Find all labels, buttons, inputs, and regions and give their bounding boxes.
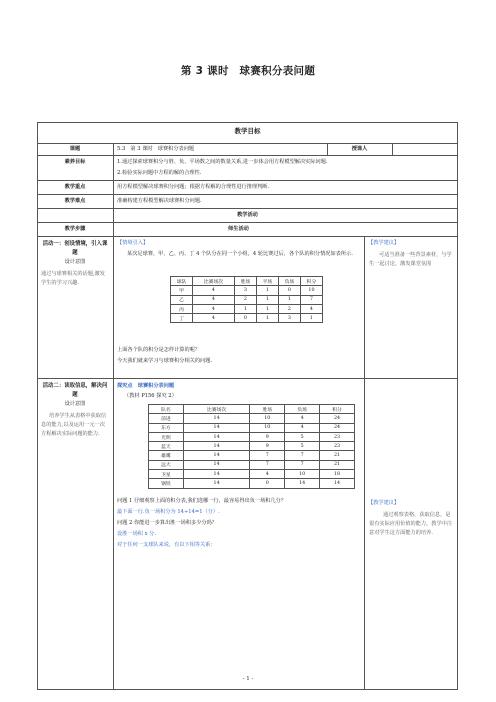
score-table-2-cell: 7 — [285, 451, 320, 460]
divider — [37, 236, 458, 237]
literacy-line-1: 1.通过探索球赛积分与胜、负、平场数之间的数量关系,进一步体会用方程模型解决实际问题. — [117, 159, 328, 165]
score-table-2 — [148, 404, 355, 489]
divider — [113, 222, 114, 690]
score-table-2-cell: 23 — [320, 432, 355, 441]
score-table-2-header-cell: 队名 — [149, 405, 184, 414]
score-table-2-row — [149, 451, 355, 460]
score-table-2-header-cell: 比赛场次 — [183, 405, 249, 414]
score-table-2-row — [149, 479, 355, 488]
score-table-2-cell: 东方 — [149, 423, 184, 432]
score-table-1-cell: 3 — [234, 286, 256, 295]
score-table-2-cell: 4 — [285, 423, 320, 432]
activity1-design-text: 通过与球赛相关的话题,激发学生的学习兴趣. — [41, 271, 105, 286]
question-1: 问题 1 仔细观察上面的积分表,我们选哪一行，最容易得出负一场积几分？ — [117, 498, 287, 504]
divider — [113, 143, 114, 222]
score-table-2-cell: 24 — [320, 414, 355, 423]
score-table-2-cell: 9 — [250, 432, 285, 441]
activity1-question: 上面各个队的积分是怎样计算的呢？ — [117, 347, 201, 353]
activity2-title: 活动二：读取信息，解决问题 — [42, 383, 108, 398]
score-table-1-cell: 4 — [300, 304, 322, 313]
score-table-2-row — [149, 470, 355, 479]
score-table-2-cell: 14 — [183, 451, 249, 460]
score-table-2-cell: 24 — [320, 423, 355, 432]
score-table-1-cell: 4 — [193, 286, 235, 295]
answer-3: 对于任何一支球队来说，有以下相等关系： — [117, 542, 216, 548]
score-table-2-cell: 5 — [285, 442, 320, 451]
score-table-2-cell: 0 — [250, 479, 285, 488]
score-table-1-header-cell: 胜场 — [234, 277, 256, 286]
suggest-text-2: 通过观察表格，获取信息，是很有实际应用价值的能力，教学中注意对学生这方面能力的培养. — [369, 512, 453, 536]
activity1-design-label: 设计意图 — [64, 259, 86, 265]
score-table-2-cell: 14 — [183, 460, 249, 469]
activity2-design-text: 培养学生从表格中获取信息的能力,以及运用一元一次方程解决实际问题的能力. — [41, 413, 107, 437]
score-table-2-header-cell: 负场 — [285, 405, 320, 414]
score-table-1-cell: 1 — [234, 304, 256, 313]
score-table-1-cell: 4 — [193, 314, 235, 323]
score-table-2-header-row — [149, 405, 355, 414]
score-table-2-cell: 钢铁 — [149, 479, 184, 488]
explore-source: （教材 P156 探究 2） — [124, 393, 177, 399]
topic-value: 5.3 第 3 课时 球赛积分表问题 — [117, 146, 195, 152]
teacher-label: 授课人 — [351, 146, 368, 152]
score-table-2-cell: 9 — [250, 442, 285, 451]
divider — [37, 208, 458, 209]
score-table-1-cell: 1 — [256, 286, 278, 295]
divider — [37, 378, 458, 379]
score-table-2-row — [149, 432, 355, 441]
score-table-1-cell: 甲 — [171, 286, 193, 295]
score-table-1-cell: 丁 — [171, 314, 193, 323]
key-value: 用方程模型解决球赛积分问题；根据方程解的合理性进行推理判断. — [117, 184, 270, 190]
score-table-2-cell: 21 — [320, 451, 355, 460]
score-table-1-cell: 2 — [234, 295, 256, 304]
score-table-2-cell: 10 — [285, 470, 320, 479]
score-table-1-header-cell: 平场 — [256, 277, 278, 286]
literacy-label: 素养目标 — [64, 159, 86, 165]
page-number: - 1 - — [242, 676, 254, 682]
score-table-1-row — [171, 304, 323, 313]
divider — [392, 143, 393, 155]
divider — [37, 143, 458, 144]
score-table-1-cell: 0 — [234, 314, 256, 323]
difficulty-value: 准确构建方程模型解决球赛积分问题. — [117, 198, 202, 204]
score-table-2-cell: 前进 — [149, 414, 184, 423]
activity1-statement: 今天我们就来学习与球赛积分相关的问题. — [117, 358, 213, 364]
score-table-1-cell: 7 — [300, 295, 322, 304]
score-table-2-cell: 10 — [250, 414, 285, 423]
score-table-1 — [170, 276, 323, 323]
divider — [37, 180, 458, 181]
score-table-2-row — [149, 460, 355, 469]
score-table-2-cell: 14 — [183, 470, 249, 479]
activity-header: 教学活动 — [237, 212, 258, 218]
steps-label: 教学步骤 — [64, 226, 86, 232]
page-title: 第 3 课时 球赛积分表问题 — [180, 65, 316, 77]
score-table-1-row — [171, 295, 323, 304]
difficulty-label: 教学难点 — [64, 198, 86, 204]
score-table-2-cell: 14 — [183, 479, 249, 488]
score-table-1-header-cell: 球队 — [171, 277, 193, 286]
score-table-2-cell: 14 — [183, 432, 249, 441]
activity2-design-label: 设计意图 — [64, 401, 86, 407]
score-table-1-header-cell: 比赛场次 — [193, 277, 235, 286]
score-table-1-cell: 4 — [193, 304, 235, 313]
topic-label: 课题 — [69, 146, 81, 152]
explore-heading: 探究点 球赛积分表问题 — [117, 383, 175, 389]
score-table-2-cell: 雄鹰 — [149, 451, 184, 460]
score-table-2-cell: 4 — [285, 414, 320, 423]
score-table-1-cell: 2 — [278, 304, 300, 313]
score-table-1-header-row — [171, 277, 323, 286]
score-table-1-cell: 0 — [278, 286, 300, 295]
divider — [364, 236, 365, 690]
score-table-2-cell: 4 — [250, 470, 285, 479]
divider — [37, 194, 458, 195]
score-table-1-cell: 1 — [256, 314, 278, 323]
score-table-2-row — [149, 442, 355, 451]
score-table-2-row — [149, 414, 355, 423]
score-table-2-cell: 7 — [250, 451, 285, 460]
suggest-tag-2: 【教学建议】 — [368, 500, 400, 506]
divider — [37, 155, 458, 156]
scenario-intro: 某次足球赛，甲、乙、丙、丁 4 个队分在同一个小组，4 轮比赛过后，各个队的积分情况如表所示. — [127, 251, 353, 257]
score-table-2-header-cell: 积分 — [320, 405, 355, 414]
score-table-2-cell: 卫星 — [149, 470, 184, 479]
suggest-tag-1: 【教学建议】 — [368, 240, 400, 246]
score-table-2-cell: 18 — [320, 470, 355, 479]
score-table-2-cell: 23 — [320, 442, 355, 451]
score-table-1-cell: 1 — [278, 295, 300, 304]
score-table-2-cell: 蓝天 — [149, 442, 184, 451]
score-table-1-cell: 3 — [278, 314, 300, 323]
score-table-2-cell: 14 — [320, 479, 355, 488]
divider — [327, 143, 328, 155]
score-table-1-cell: 乙 — [171, 295, 193, 304]
score-table-1-cell: 1 — [300, 314, 322, 323]
divider — [37, 222, 458, 223]
goals-header: 教学目标 — [234, 127, 261, 135]
score-table-1-row — [171, 286, 323, 295]
score-table-2-cell: 14 — [183, 414, 249, 423]
score-table-2-cell: 10 — [250, 423, 285, 432]
scenario-tag: 【情境引入】 — [117, 240, 149, 246]
score-table-1-header-cell: 积分 — [300, 277, 322, 286]
score-table-2-header-cell: 胜场 — [250, 405, 285, 414]
score-table-1-cell: 4 — [193, 295, 235, 304]
score-table-2-cell: 14 — [285, 479, 320, 488]
key-label: 教学重点 — [64, 184, 86, 190]
score-table-1-cell: 丙 — [171, 304, 193, 313]
answer-2: 设胜一场积 x 分. — [117, 531, 156, 537]
score-table-2-cell: 5 — [285, 432, 320, 441]
score-table-1-header-cell: 负场 — [278, 277, 300, 286]
score-table-1-row — [171, 314, 323, 323]
score-table-1-cell: 1 — [256, 304, 278, 313]
activity1-title: 活动一：创设情境，引入课题 — [42, 241, 108, 256]
literacy-line-2: 2.检验实际问题中方程的解的合理性. — [117, 170, 202, 176]
suggest-text-1: 可适当准备一些背景素材，与学生一起讨论，激发课堂氛围 — [369, 252, 452, 267]
score-table-2-cell: 21 — [320, 460, 355, 469]
score-table-2-cell: 光明 — [149, 432, 184, 441]
score-table-2-cell: 14 — [183, 423, 249, 432]
score-table-2-cell: 14 — [183, 442, 249, 451]
score-table-2-cell: 7 — [285, 460, 320, 469]
answer-1: 最下面一行.负一场积分为 14÷14=1（分）. — [117, 509, 220, 515]
student-activity-label: 师生活动 — [228, 226, 249, 232]
score-table-1-cell: 10 — [300, 286, 322, 295]
score-table-2-row — [149, 423, 355, 432]
score-table-2-cell: 7 — [250, 460, 285, 469]
score-table-2-cell: 远大 — [149, 460, 184, 469]
question-2: 问题 2 你能进一步算出胜一场积多少分吗？ — [117, 520, 217, 526]
score-table-1-cell: 1 — [256, 295, 278, 304]
